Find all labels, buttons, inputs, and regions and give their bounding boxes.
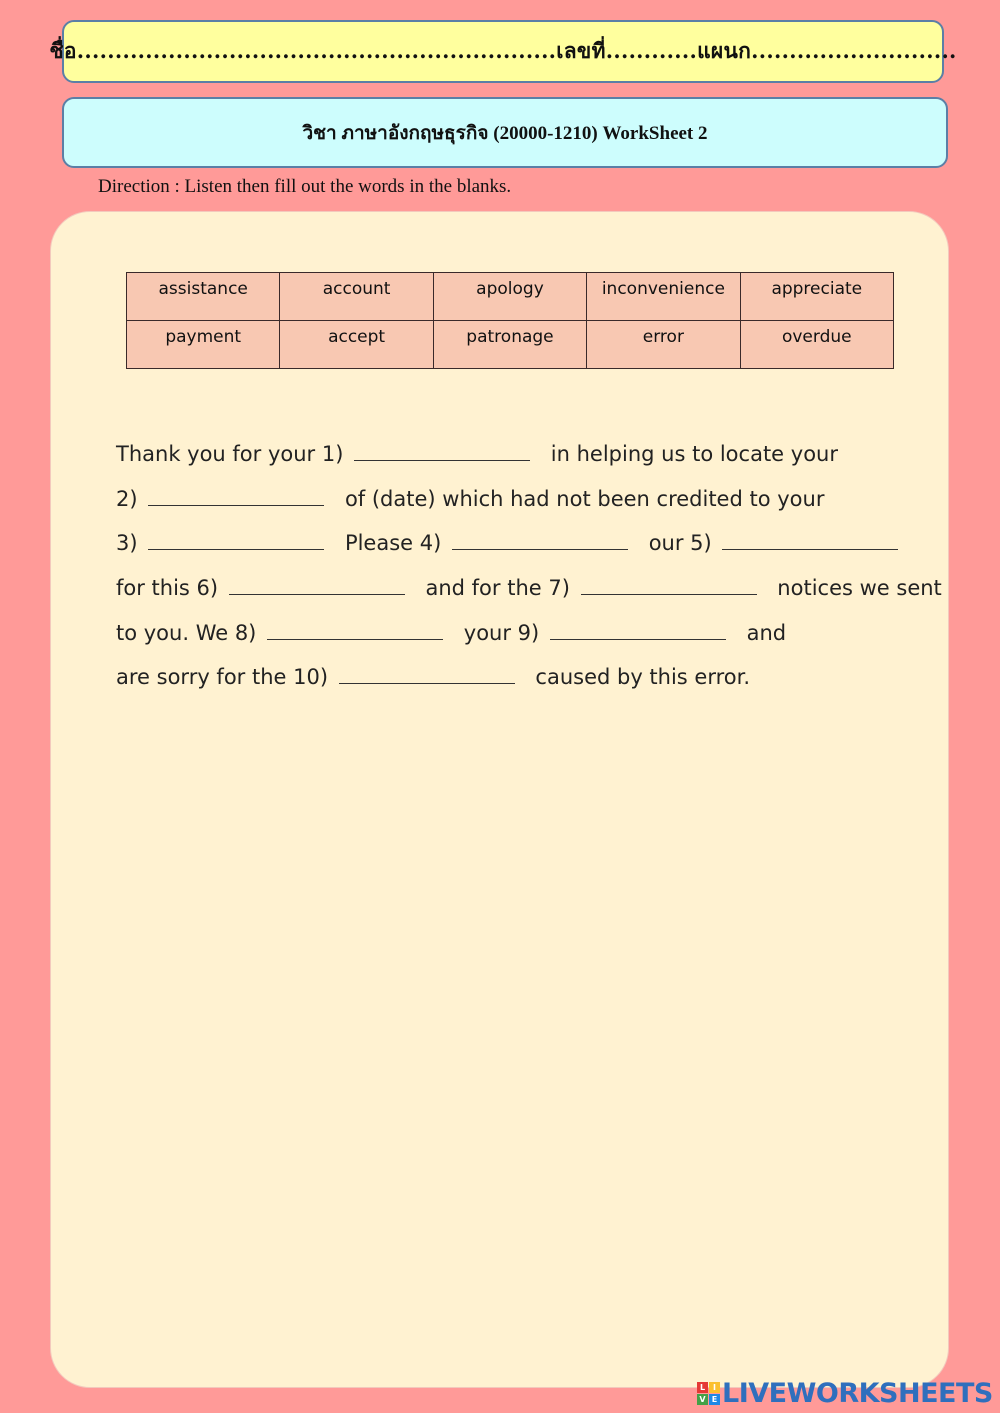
subject-header <box>62 97 948 168</box>
worksheet-panel <box>50 211 949 1388</box>
passage-text: 3) <box>116 531 138 556</box>
blank-4[interactable] <box>452 531 628 550</box>
word-bank-table <box>126 272 894 369</box>
passage-line <box>116 566 942 611</box>
passage-line <box>116 477 916 522</box>
blank-7[interactable] <box>581 576 757 595</box>
logo-badge-icon <box>697 1382 720 1405</box>
blank-8[interactable] <box>267 621 443 640</box>
logo-badge-letter: I <box>709 1382 720 1393</box>
passage-text: in helping us to locate your <box>550 442 838 466</box>
passage-text: 2) <box>116 486 138 511</box>
passage-text: Please 4) <box>344 531 442 556</box>
word-bank-cell: appreciate <box>740 273 893 321</box>
passage-text: our 5) <box>648 531 712 556</box>
blank-6[interactable] <box>229 576 405 595</box>
passage-text: Thank you for your 1) <box>116 442 344 466</box>
blank-9[interactable] <box>550 621 726 640</box>
word-bank-cell: overdue <box>740 321 893 369</box>
direction-text: Direction : Listen then fill out the words in the blanks. <box>98 176 512 197</box>
liveworksheets-logo <box>697 1378 993 1409</box>
name-number-department-line <box>49 20 957 83</box>
passage-text: of (date) which had not been credited to your <box>344 486 825 511</box>
passage-line <box>116 655 916 700</box>
word-bank-cell: payment <box>127 321 280 369</box>
blank-10[interactable] <box>339 665 515 684</box>
word-bank-cell: inconvenience <box>587 273 740 321</box>
word-bank-row <box>127 321 894 369</box>
word-bank-cell: accept <box>280 321 433 369</box>
passage-text: and for the 7) <box>425 576 570 601</box>
blank-1[interactable] <box>354 442 530 461</box>
passage-line <box>116 521 916 566</box>
logo-badge-letter: V <box>697 1394 708 1405</box>
passage-line <box>116 611 916 656</box>
blank-5[interactable] <box>722 531 898 550</box>
word-bank-cell: account <box>280 273 433 321</box>
word-bank-cell: error <box>587 321 740 369</box>
passage-text: and <box>746 620 787 645</box>
passage-text: your 9) <box>463 620 540 645</box>
passage-text: caused by this error. <box>535 665 751 690</box>
fill-in-passage <box>116 432 942 700</box>
blank-3[interactable] <box>148 531 324 550</box>
word-bank-cell: apology <box>433 273 586 321</box>
logo-badge-letter: E <box>709 1394 720 1405</box>
passage-text: notices we sent <box>777 576 942 601</box>
passage-text: for this 6) <box>116 576 219 601</box>
subject-title: วิชา ภาษาอังกฤษธุรกิจ (20000-1210) WorkSheet 2 <box>302 122 708 144</box>
blank-2[interactable] <box>148 487 324 506</box>
word-bank-cell: assistance <box>127 273 280 321</box>
logo-badge-letter: L <box>697 1382 708 1393</box>
name-line-text: ชื่อ...............................................................เลขที่............แผนก........................... <box>49 38 957 63</box>
logo-text: LIVEWORKSHEETS <box>722 1378 993 1409</box>
passage-line <box>116 432 916 477</box>
word-bank-row <box>127 273 894 321</box>
passage-text: to you. We 8) <box>116 620 257 645</box>
word-bank-cell: patronage <box>433 321 586 369</box>
passage-text: are sorry for the 10) <box>116 665 329 690</box>
